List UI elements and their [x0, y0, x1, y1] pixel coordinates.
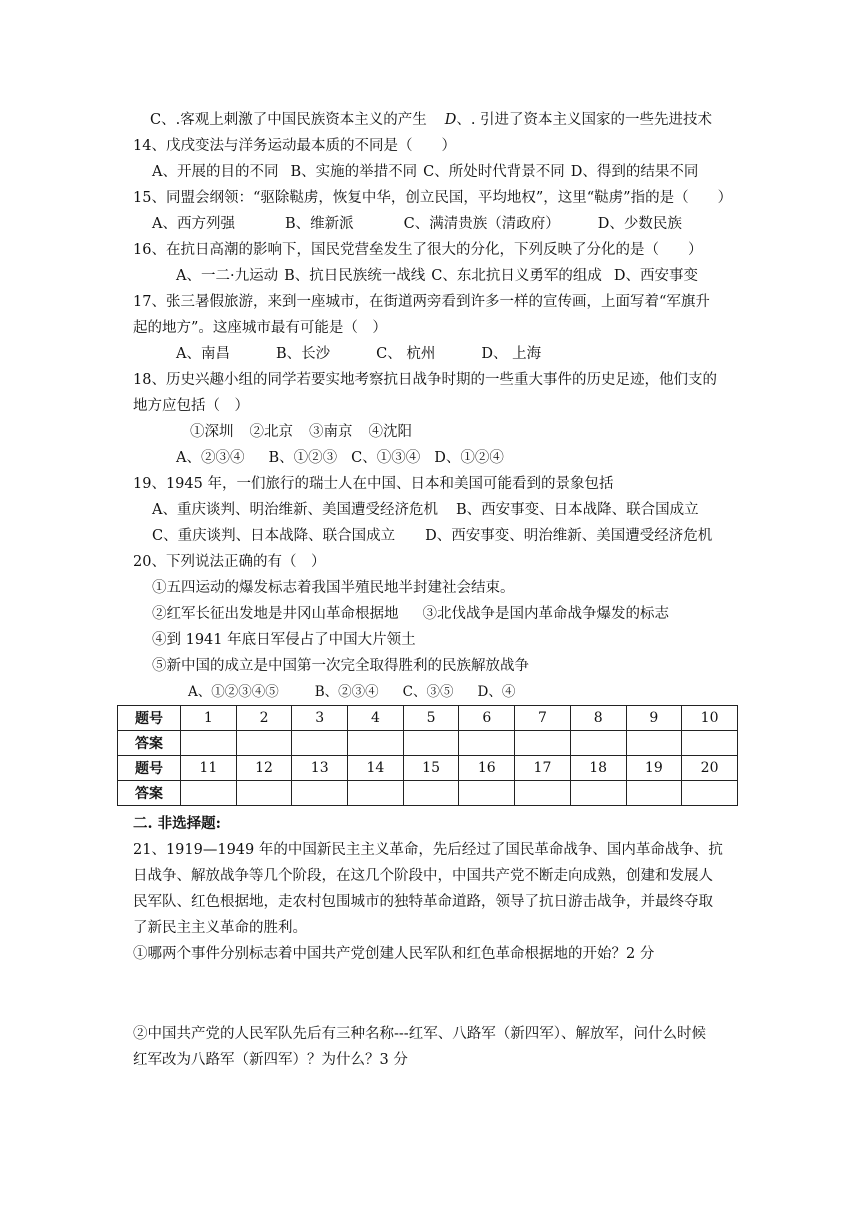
q18-option-c: C、①③④	[351, 450, 421, 466]
answer-label: 答案	[118, 781, 181, 806]
qnum-cell: 5	[403, 706, 459, 731]
qnum-cell: 6	[459, 706, 515, 731]
qnum-cell: 15	[403, 756, 459, 781]
q15-option-d: D、少数民族	[597, 216, 682, 232]
answer-cell[interactable]	[181, 781, 237, 806]
q18-item-2: ②北京	[249, 424, 293, 440]
q21-text-line3: 民军队、红色根据地，走农村包围城市的独特革命道路，领导了抗日游击战争，并最终夺取	[133, 894, 713, 910]
q20-statement-2: ②红军长征出发地是井冈山革命根据地	[152, 606, 399, 622]
q18-option-a: A、②③④	[176, 450, 245, 466]
q19-option-b: B、西安事变、日本战降、联合国成立	[455, 502, 699, 518]
q13-option-c: C、.客观上刺激了中国民族资本主义的产生	[150, 112, 427, 128]
qnum-cell: 4	[348, 706, 404, 731]
q19-option-d: D、西安事变、明治维新、美国遭受经济危机	[425, 528, 713, 544]
qnum-cell: 16	[459, 756, 515, 781]
q15-options	[152, 214, 682, 234]
q14-stem: 14、戊戌变法与洋务运动最本质的不同是（ ）	[133, 138, 456, 154]
q18-stem-line2: 地方应包括（ ）	[133, 398, 249, 414]
table-row	[118, 731, 738, 756]
q18-items	[190, 422, 412, 442]
q18-item-4: ④沈阳	[368, 424, 412, 440]
q19-stem: 19、1945 年，一们旅行的瑞士人在中国、日本和美国可能看到的景象包括	[133, 476, 614, 492]
q21-subquestion-2-line1: ②中国共产党的人民军队先后有三种名称---红军、八路军（新四军）、解放军，问什么时候	[133, 1026, 706, 1042]
qnum-label: 题号	[118, 706, 181, 731]
q15-option-b: B、维新派	[284, 216, 354, 232]
q17-option-a: A、南昌	[176, 346, 230, 362]
qnum-cell: 11	[181, 756, 237, 781]
qnum-cell: 13	[292, 756, 348, 781]
q21-text-line4: 了新民主主义革命的胜利。	[133, 920, 307, 936]
q16-stem: 16、在抗日高潮的影响下，国民党营垒发生了很大的分化，下列反映了分化的是（ ）	[133, 242, 703, 258]
q20-statement-1: ①五四运动的爆发标志着我国半殖民地半封建社会结束。	[152, 580, 515, 596]
answer-table	[117, 705, 738, 806]
q18-option-d: D、①②④	[434, 450, 504, 466]
qnum-cell: 7	[515, 706, 571, 731]
answer-cell[interactable]	[292, 781, 348, 806]
q19-option-a: A、重庆谈判、明治维新、美国遭受经济危机	[152, 502, 438, 518]
q14-option-a: A、开展的目的不同	[152, 164, 279, 180]
answer-cell[interactable]	[570, 781, 626, 806]
q16-option-c: C、东北抗日义勇军的组成	[431, 268, 602, 284]
answer-cell[interactable]	[348, 781, 404, 806]
q16-option-b: B、抗日民族统一战线	[284, 268, 426, 284]
q21-subquestion-1: ①哪两个事件分别标志着中国共产党创建人民军队和红色革命根据地的开始？2 分	[133, 946, 655, 962]
answer-cell[interactable]	[626, 781, 682, 806]
table-row	[118, 706, 738, 731]
q20-option-b: B、②③④	[314, 684, 379, 700]
qnum-cell: 12	[236, 756, 292, 781]
qnum-cell: 19	[626, 756, 682, 781]
table-row	[118, 756, 738, 781]
answer-cell[interactable]	[403, 731, 459, 756]
q20-stem: 20、下列说法正确的有（ ）	[133, 554, 326, 570]
q16-options	[176, 266, 698, 286]
qnum-cell: 3	[292, 706, 348, 731]
q20-option-d: D、④	[477, 684, 516, 700]
section2-title: 二. 非选择题:	[133, 815, 221, 832]
q18-option-b: B、①②③	[268, 450, 338, 466]
answer-cell[interactable]	[682, 731, 738, 756]
qnum-cell: 18	[570, 756, 626, 781]
q15-option-a: A、西方列强	[152, 216, 235, 232]
q15-stem: 15、同盟会纲领：“驱除鞑虏，恢复中华，创立民国，平均地权”，这里“鞑虏”指的是（ ）	[133, 190, 733, 206]
qnum-cell: 20	[682, 756, 738, 781]
answer-cell[interactable]	[236, 731, 292, 756]
q20-statement-3: ③北伐战争是国内革命战争爆发的标志	[422, 606, 669, 622]
q17-options	[176, 344, 541, 364]
q16-option-a: A、一二·九运动	[176, 268, 279, 284]
answer-label: 答案	[118, 731, 181, 756]
qnum-cell: 1	[181, 706, 237, 731]
q21-text-line2: 日战争、解放战争等几个阶段，在这几个阶段中，中国共产党不断走向成熟，创建和发展人	[133, 868, 713, 884]
qnum-cell: 8	[570, 706, 626, 731]
q18-stem-line1: 18、历史兴趣小组的同学若要实地考察抗日战争时期的一些重大事件的历史足迹，他们支的	[133, 372, 717, 388]
qnum-cell: 10	[682, 706, 738, 731]
qnum-cell: 2	[236, 706, 292, 731]
q16-option-d: D、西安事变	[613, 268, 698, 284]
answer-cell[interactable]	[292, 731, 348, 756]
q13-options	[150, 110, 712, 130]
q19-options-cd	[152, 526, 712, 546]
q19-options-ab	[152, 500, 699, 520]
q17-stem-line2: 起的地方”。这座城市最有可能是（ ）	[133, 320, 387, 336]
answer-cell[interactable]	[181, 731, 237, 756]
q14-option-d: D、得到的结果不同	[570, 164, 699, 180]
answer-cell[interactable]	[626, 731, 682, 756]
answer-cell[interactable]	[348, 731, 404, 756]
qnum-cell: 9	[626, 706, 682, 731]
q20-option-c: C、③⑤	[402, 684, 454, 700]
q17-option-d: D、 上海	[481, 346, 542, 362]
q20-option-a: A、①②③④⑤	[188, 684, 279, 700]
q20-options	[188, 682, 515, 702]
qnum-cell: 17	[515, 756, 571, 781]
q21-text-line1: 21、1919—1949 年的中国新民主主义革命，先后经过了国民革命战争、国内革命战争、抗	[133, 842, 723, 858]
answer-cell[interactable]	[570, 731, 626, 756]
answer-cell[interactable]	[459, 731, 515, 756]
q18-options	[176, 448, 504, 468]
answer-cell[interactable]	[459, 781, 515, 806]
q15-option-c: C、满清贵族（清政府）	[403, 216, 560, 232]
q20-statement-4: ④到 1941 年底日军侵占了中国大片领土	[152, 632, 416, 648]
q20-statement-5: ⑤新中国的成立是中国第一次完全取得胜利的民族解放战争	[152, 658, 529, 674]
qnum-label: 题号	[118, 756, 181, 781]
q19-option-c: C、重庆谈判、日本战降、联合国成立	[152, 528, 396, 544]
q17-option-c: C、 杭州	[376, 346, 436, 362]
q13-option-d: 、. 引进了资本主义国家的一些先进技术	[456, 112, 713, 128]
answer-cell[interactable]	[403, 781, 459, 806]
q18-item-3: ③南京	[309, 424, 353, 440]
qnum-cell: 14	[348, 756, 404, 781]
table-row	[118, 781, 738, 806]
answer-cell[interactable]	[515, 731, 571, 756]
q13-option-d-letter: D	[444, 112, 457, 128]
q14-options	[152, 162, 698, 182]
q18-item-1: ①深圳	[190, 424, 234, 440]
q21-subquestion-2-line2: 红军改为八路军（新四军）？为什么？3 分	[133, 1052, 408, 1068]
q14-option-c: C、所处时代背景不同	[423, 164, 565, 180]
answer-cell[interactable]	[236, 781, 292, 806]
q17-option-b: B、长沙	[275, 346, 331, 362]
answer-cell[interactable]	[515, 781, 571, 806]
answer-cell[interactable]	[682, 781, 738, 806]
q14-option-b: B、实施的举措不同	[290, 164, 418, 180]
q17-stem-line1: 17、张三暑假旅游，来到一座城市，在街道两旁看到许多一样的宣传画，上面写着“军旗升	[133, 294, 710, 310]
q20-statements-2-3	[152, 604, 669, 624]
